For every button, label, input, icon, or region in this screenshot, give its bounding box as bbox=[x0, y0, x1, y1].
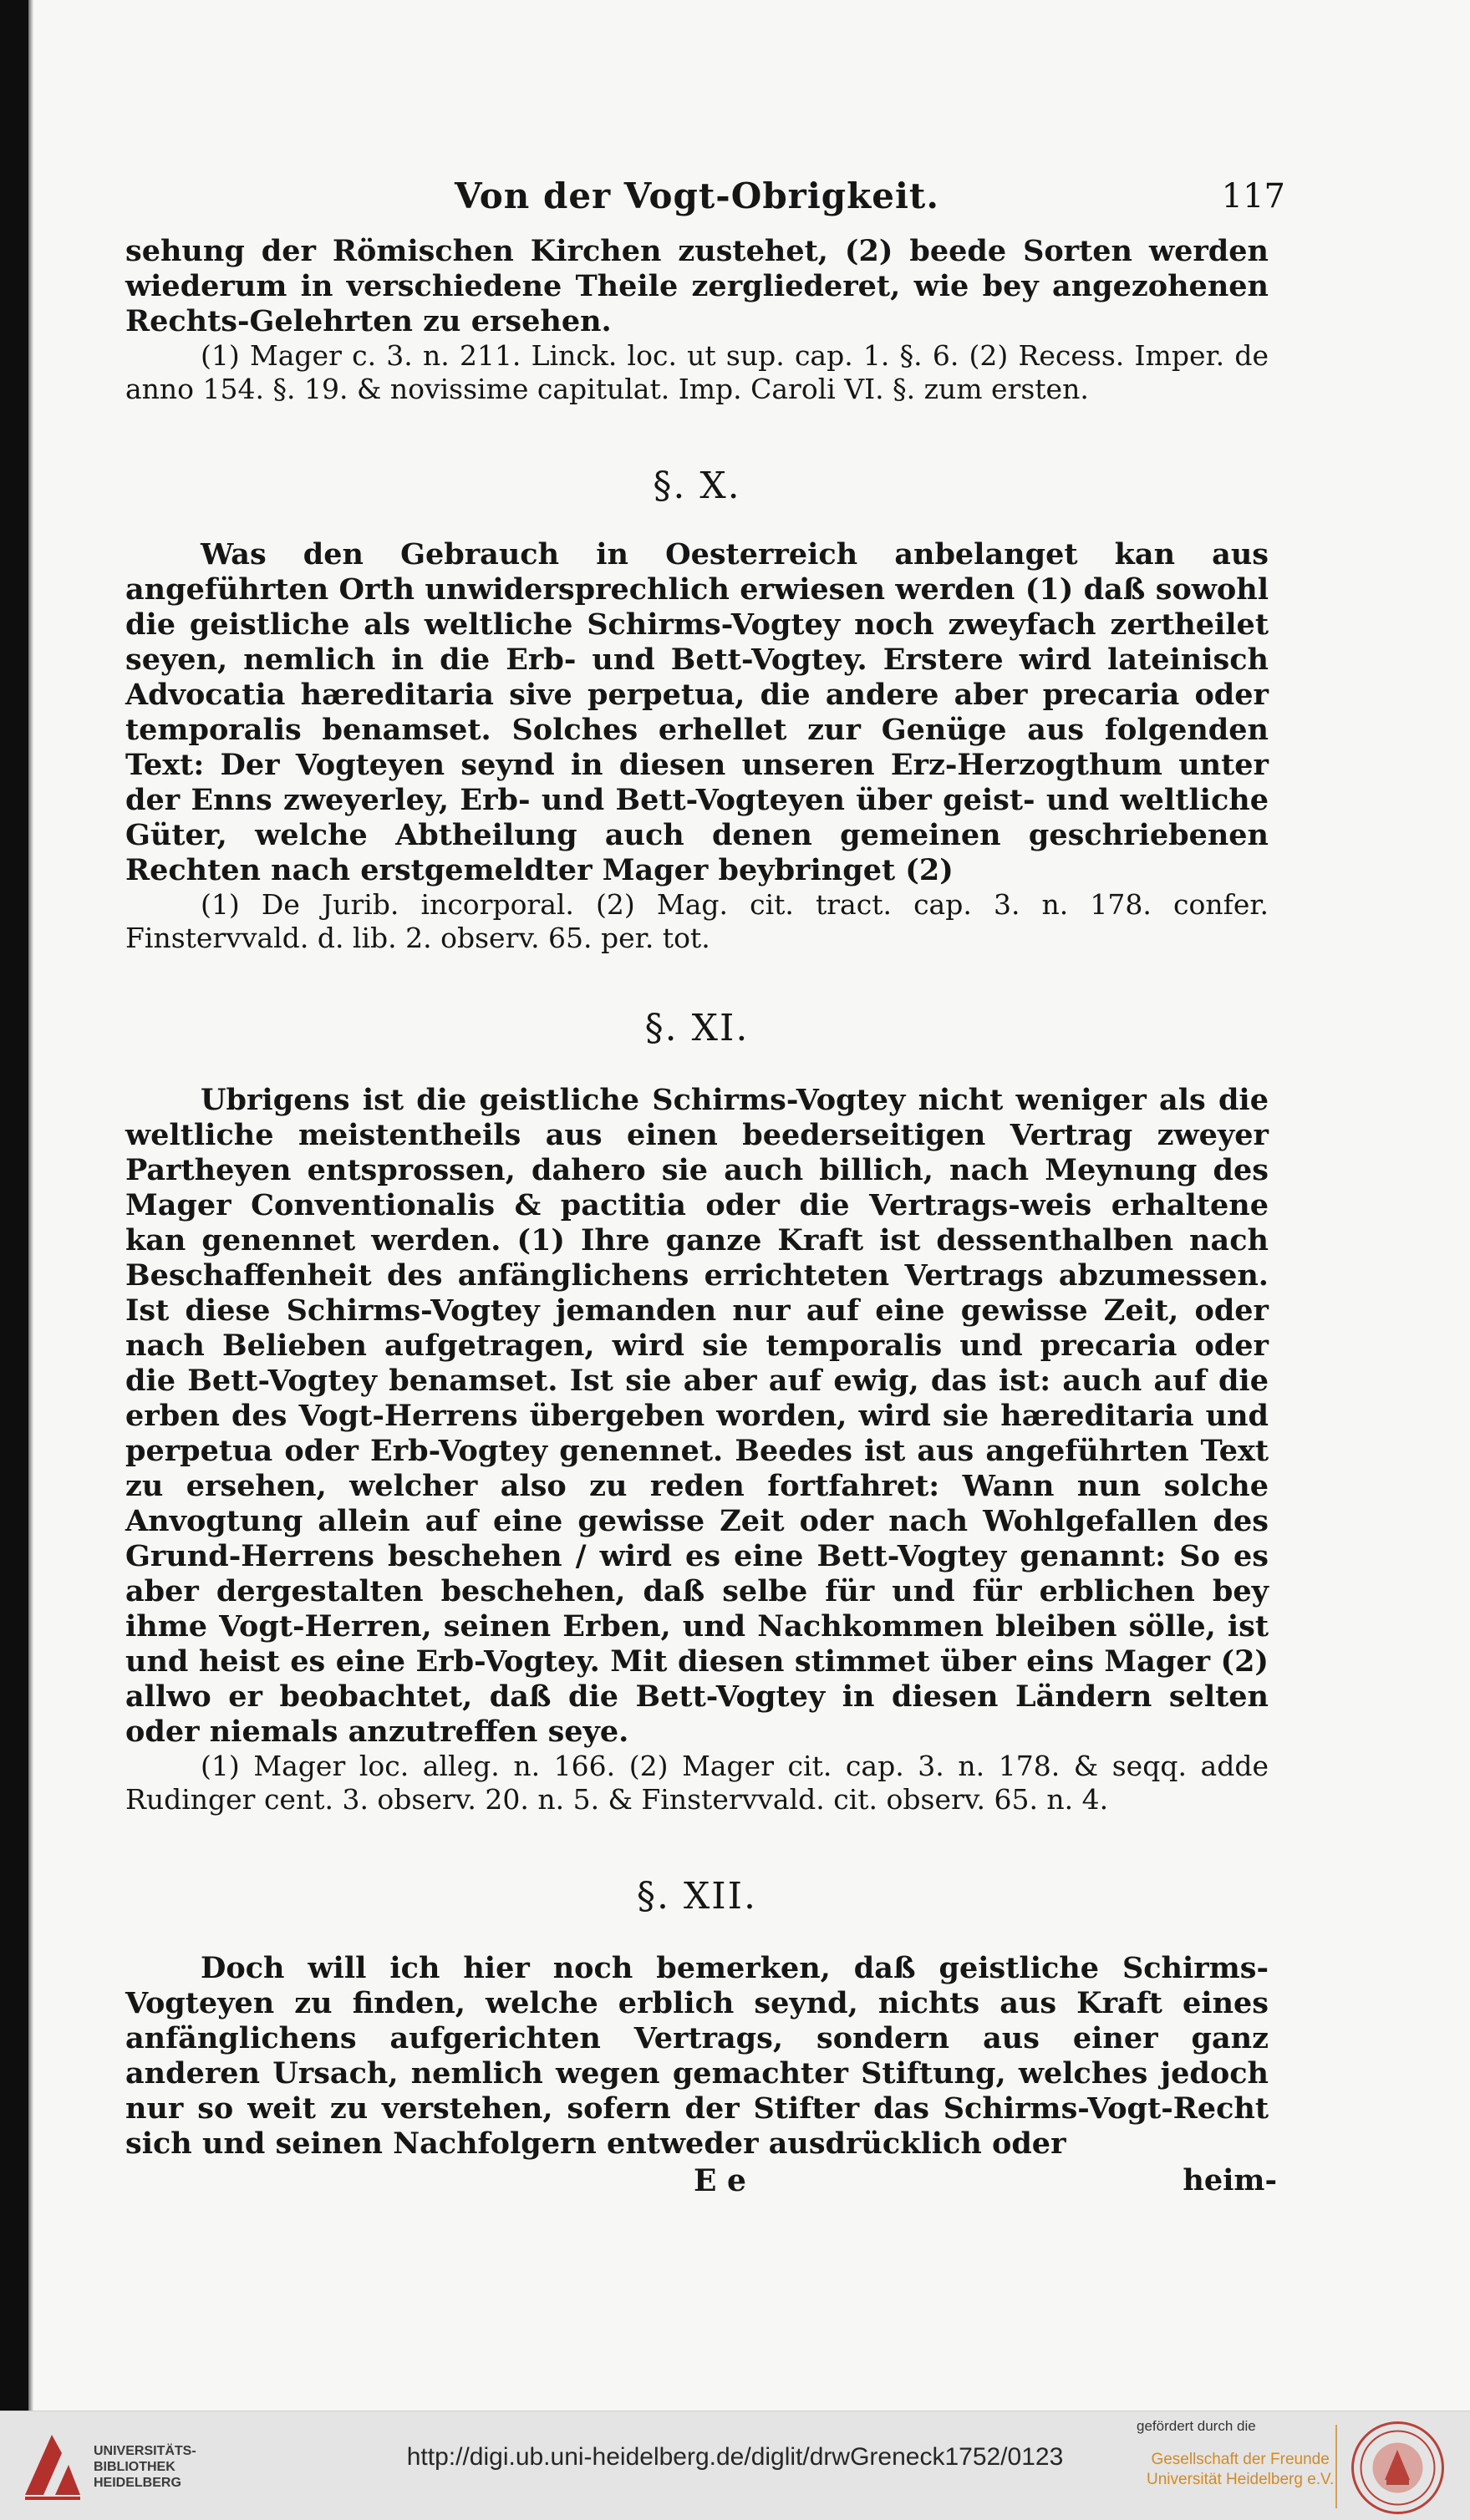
society-name-line: Universität Heidelberg e.V. bbox=[1147, 2471, 1335, 2488]
footer-divider bbox=[1335, 2425, 1337, 2508]
catchword: heim- bbox=[1183, 2163, 1277, 2197]
section-heading-xi: §. XI. bbox=[644, 1007, 750, 1049]
page-number: 117 bbox=[1221, 177, 1285, 216]
section-heading-xii: §. XII. bbox=[636, 1875, 758, 1918]
permalink-url[interactable]: http://digi.ub.uni-heidelberg.de/diglit/drwGreneck1752/0123 bbox=[406, 2443, 1064, 2471]
society-name[interactable] bbox=[1147, 2450, 1334, 2490]
university-seal-icon bbox=[1350, 2420, 1446, 2516]
section-xii-paragraph: Doch will ich hier noch bemerken, daß geistliche Schirms-Vogteyen zu finden, welche erblich seynd, nichts aus Kraft eines anfänglichens aufgerichten Vertrags, sondern aus einer ganz anderen Ursach, nemlich wegen gemachter Stiftung, welches jedoch nur so weit zu verstehen, sofern der Stifter das Schirms-Vogt-Recht sich und seinen Nachfolgern entweder ausdrücklich oder bbox=[125, 1951, 1269, 2161]
book-page bbox=[125, 175, 1285, 2198]
viewer-footer bbox=[0, 2411, 1470, 2520]
library-name-line: BIBLIOTHEK bbox=[94, 2460, 175, 2474]
society-name-line: Gesellschaft der Freunde bbox=[1151, 2451, 1330, 2468]
running-head bbox=[125, 175, 1285, 234]
intro-footnote: (1) Mager c. 3. n. 211. Linck. loc. ut sup. cap. 1. §. 6. (2) Recess. Imper. de anno 154. §. 19. & novissime capitulat. Imp. Caroli VI. §. zum ersten. bbox=[125, 339, 1269, 405]
section-heading-x: §. X. bbox=[653, 465, 741, 507]
funded-by-label: gefördert durch die bbox=[1137, 2418, 1256, 2434]
section-xi-footnote: (1) Mager loc. alleg. n. 166. (2) Mager cit. cap. 3. n. 178. & seqq. adde Rudinger cent. 3. observ. 20. n. 5. & Finstervvald. cit. observ. 65. n. 4. bbox=[125, 1750, 1269, 1816]
book-spine-edge bbox=[28, 0, 33, 2411]
book-spine-shadow bbox=[0, 0, 28, 2411]
section-x-footnote: (1) De Jurib. incorporal. (2) Mag. cit. tract. cap. 3. n. 178. confer. Finstervvald. d. lib. 2. observ. 65. per. tot. bbox=[125, 888, 1269, 954]
section-xi-paragraph: Ubrigens ist die geistliche Schirms-Vogtey nicht weniger als die weltliche meistentheils aus einen beederseitigen Vertrag zweyer Partheyen entsprossen, dahero sie auch billich, nach Meynung des Mager Conventionalis & pactitia oder die Vertrags-weis erhaltene kan genennet werden. (1) Ihre ganze Kraft ist dessenthalben nach Beschaffenheit des anfänglichens errichteten Vertrags abzumessen. Ist diese Schirms-Vogtey jemanden nur auf eine gewisse Zeit, oder nach Belieben aufgetragen, wird sie temporalis und precaria oder die Bett-Vogtey benamset. Ist sie aber auf ewig, das ist: auch auf die erben des Vogt-Herrens übergeben worden, wird sie hæreditaria und perpetua oder Erb-Vogtey genennet. Beedes ist aus angeführten Text zu ersehen, welcher also zu reden fortfahret: Wann nun solche Anvogtung allein auf eine gewisse Zeit oder nach Wohlgefallen des Grund-Herrens beschehen / wird es eine Bett-Vogtey genannt: So es aber dergestalten beschehen, daß selbe für und für erblichen bey ihme Vogt-Herren, seinen Erben, und Nachkommen bleiben sölle, ist und heist es eine Erb-Vogtey. Mit diesen stimmet über eins Mager (2) allwo er beobachtet, daß die Bett-Vogtey in diesen Ländern selten oder niemals anzutreffen seye. bbox=[125, 1083, 1269, 1749]
intro-paragraph: sehung der Römischen Kirchen zustehet, (2) beede Sorten werden wiederum in verschiedene Theile zergliederet, wie bey angezohenen Rechts-Gelehrten zu ersehen. bbox=[125, 234, 1269, 338]
library-name-line: UNIVERSITÄTS- bbox=[94, 2444, 196, 2458]
running-head-title: Von der Vogt-Obrigkeit. bbox=[455, 175, 939, 216]
signature-mark: E e bbox=[694, 2163, 746, 2198]
section-x-paragraph: Was den Gebrauch in Oesterreich anbelanget kan aus angeführten Orth unwidersprechlich erwiesen werden (1) daß sowohl die geistliche als weltliche Schirms-Vogtey noch zweyfach zertheilet seyen, nemlich in die Erb- und Bett-Vogtey. Erstere wird lateinisch Advocatia hæreditaria sive perpetua, die andere aber precaria oder temporalis benamset. Solches erhellet zur Genüge aus folgenden Text: Der Vogteyen seynd in diesen unseren Erz-Herzogthum unter der Enns zweyerley, Erb- und Bett-Vogteyen über geist- und weltliche Güter, welche Abtheilung auch denen gemeinen geschriebenen Rechten nach erstgemeldter Mager beybringet (2) bbox=[125, 537, 1269, 887]
library-name-line: HEIDELBERG bbox=[94, 2476, 181, 2490]
page-signature-row bbox=[125, 2163, 1277, 2198]
